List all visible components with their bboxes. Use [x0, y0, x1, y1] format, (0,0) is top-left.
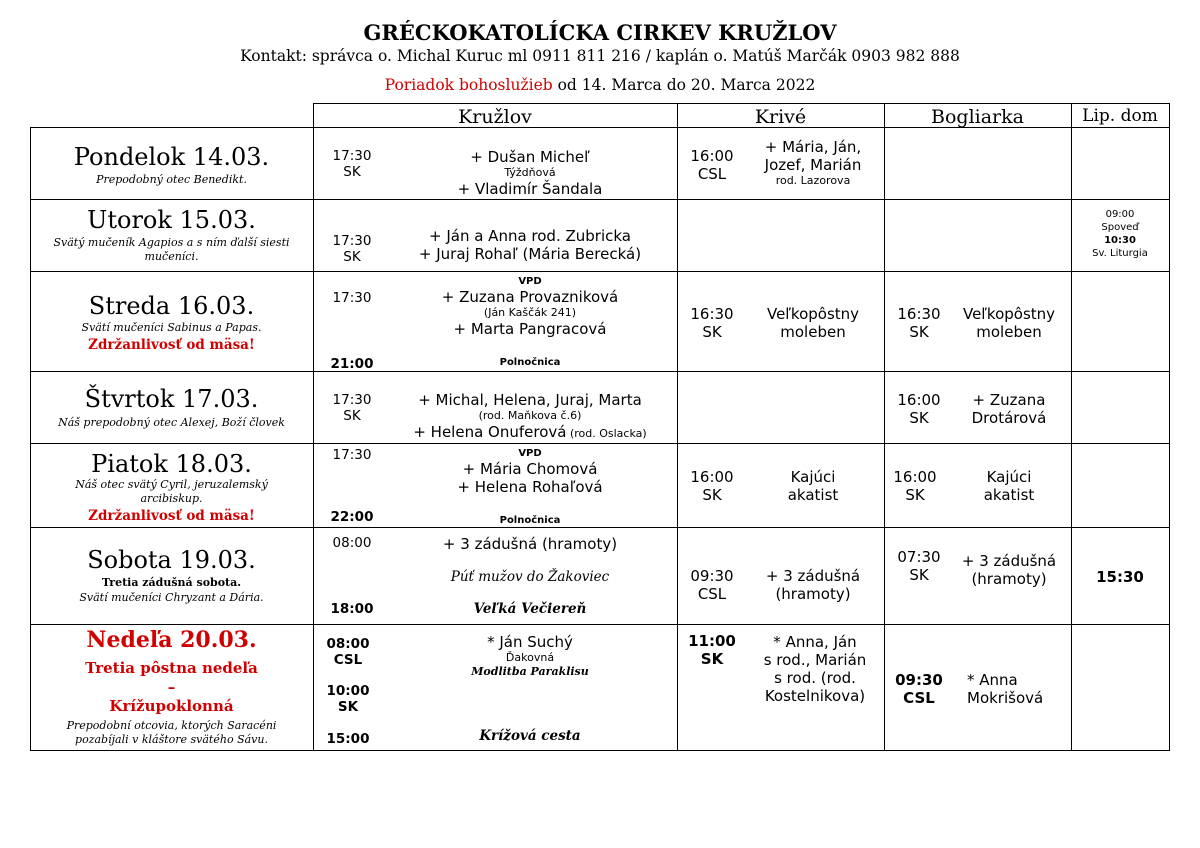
time: 16:30 SK [690, 305, 734, 341]
day-name: Sobota 19.03. [87, 546, 256, 574]
intentions: + Michal, Helena, Juraj, Marta (rod. Maňkova č.6) + Helena Onuferová (rod. Oslacka) [413, 391, 647, 441]
intentions: * Ján Suchý Ďakovná [487, 633, 573, 664]
day-name: Utorok 15.03. [87, 206, 256, 234]
time: 10:00 SK [326, 683, 370, 715]
service-name: Kajúci akatist [983, 468, 1035, 504]
intentions: * Anna Mokrišová [967, 671, 1044, 707]
saint-of-day: Svätý mučeník Agapios a s ním ďalší siesti mučeníci. [53, 236, 290, 263]
time: 17:30 SK [332, 392, 372, 424]
paraklis: Modlitba Paraklisu [471, 665, 589, 678]
saint-of-day: Náš otec svätý Cyril, jeruzalemský arcibiskup. [75, 478, 268, 505]
time: 09:30 CSL [895, 671, 943, 707]
page-title: GRÉCKOKATOLÍCKA CIRKEV KRUŽLOV [363, 20, 837, 45]
time: 18:00 [330, 601, 374, 617]
day-name: Nedeľa 20.03. [86, 627, 257, 653]
saint-of-day: Prepodobní otcovia, ktorých Saracéni pozabíjali v kláštore svätého Sávu. [66, 719, 277, 746]
time: 22:00 [330, 509, 374, 525]
vespers: Veľká Večiereň [473, 601, 587, 617]
column-header-krive: Krivé [754, 106, 807, 128]
time: 17:30 SK [332, 233, 372, 265]
contact-line: Kontakt: správca o. Michal Kuruc ml 0911 811 216 / kaplán o. Matúš Marčák 0903 982 888 [240, 47, 960, 65]
time: 07:30 SK [897, 548, 941, 584]
intention: + 3 zádušná (hramoty) [442, 535, 618, 553]
time: 09:30 CSL [690, 567, 734, 603]
saint-of-day: Prepodobný otec Benedikt. [96, 173, 247, 186]
intentions: VPD + Mária Chomová + Helena Rohaľová [457, 448, 603, 496]
fasting-note: Zdržanlivosť od mäsa! [88, 508, 255, 524]
time: 16:00 SK [690, 468, 734, 504]
time: 16:00 SK [897, 391, 941, 427]
intentions: + Mária, Ján, Jozef, Marián rod. Lazorova [764, 138, 862, 187]
column-header-kruzlov: Kružlov [458, 106, 532, 128]
service-name: Kajúci akatist [787, 468, 839, 504]
day-name: Štvrtok 17.03. [84, 385, 259, 413]
column-header-lip-dom: Lip. dom [1082, 106, 1158, 126]
saint-of-day: Svätí mučeníci Sabinus a Papas. [81, 321, 262, 334]
feast-name: Tretia pôstna nedeľa – Krížupoklonná [85, 659, 258, 715]
saint-of-day: Náš prepodobný otec Alexej, Boží človek [58, 416, 285, 429]
time: 17:30 SK [332, 148, 372, 180]
schedule-dates: od 14. Marca do 20. Marca 2022 [552, 76, 816, 94]
time: 17:30 [332, 447, 372, 463]
intentions: * Anna, Ján s rod., Marián s rod. (rod. Kostelnikova) [763, 633, 867, 705]
intentions: + Dušan Micheľ Týždňová + Vladimír Šandala [457, 148, 603, 198]
intentions: + Zuzana Drotárová [971, 391, 1047, 427]
intention: + 3 zádušná (hramoty) [961, 552, 1057, 588]
day-name: Pondelok 14.03. [73, 143, 270, 171]
note: Tretia zádušná sobota. [101, 576, 242, 589]
intentions: + Ján a Anna rod. Zubricka + Juraj Rohaľ (Mária Berecká) [418, 227, 642, 263]
service-name: Veľkopôstny moleben [766, 305, 860, 341]
time: 21:00 [330, 356, 374, 372]
time: 17:30 [332, 290, 372, 306]
time: 16:30 SK [897, 305, 941, 341]
day-name: Streda 16.03. [88, 292, 255, 320]
schedule-period [0, 76, 1200, 94]
fasting-note: Zdržanlivosť od mäsa! [88, 337, 255, 353]
pilgrimage: Púť mužov do Žakoviec [450, 569, 610, 585]
time: 08:00 [332, 535, 372, 551]
midnight-office: Polnočnica [499, 357, 561, 368]
day-name: Piatok 18.03. [91, 450, 252, 478]
column-header-bogliarka: Bogliarka [931, 106, 1024, 128]
midnight-office: Polnočnica [499, 515, 561, 526]
intentions: VPD + Zuzana Provazniková (Ján Kaščák 241) + Marta Pangracová [441, 276, 619, 338]
schedule-label: Poriadok bohoslužieb [384, 76, 553, 94]
time: 15:00 [326, 731, 370, 747]
intention: + 3 zádušná (hramoty) [765, 567, 861, 603]
time: 16:00 SK [893, 468, 937, 504]
lip-dom-services: 09:00 Spoveď 10:30 Sv. Liturgia [1092, 209, 1148, 259]
time: 16:00 CSL [690, 147, 734, 183]
stations-of-cross: Krížová cesta [479, 728, 581, 744]
saint-of-day: Svätí mučeníci Chryzant a Dária. [79, 591, 264, 604]
service-name: Veľkopôstny moleben [962, 305, 1056, 341]
lip-dom-time: 15:30 [1096, 568, 1144, 586]
time: 08:00 CSL [326, 636, 370, 668]
time: 11:00 SK [688, 632, 736, 668]
